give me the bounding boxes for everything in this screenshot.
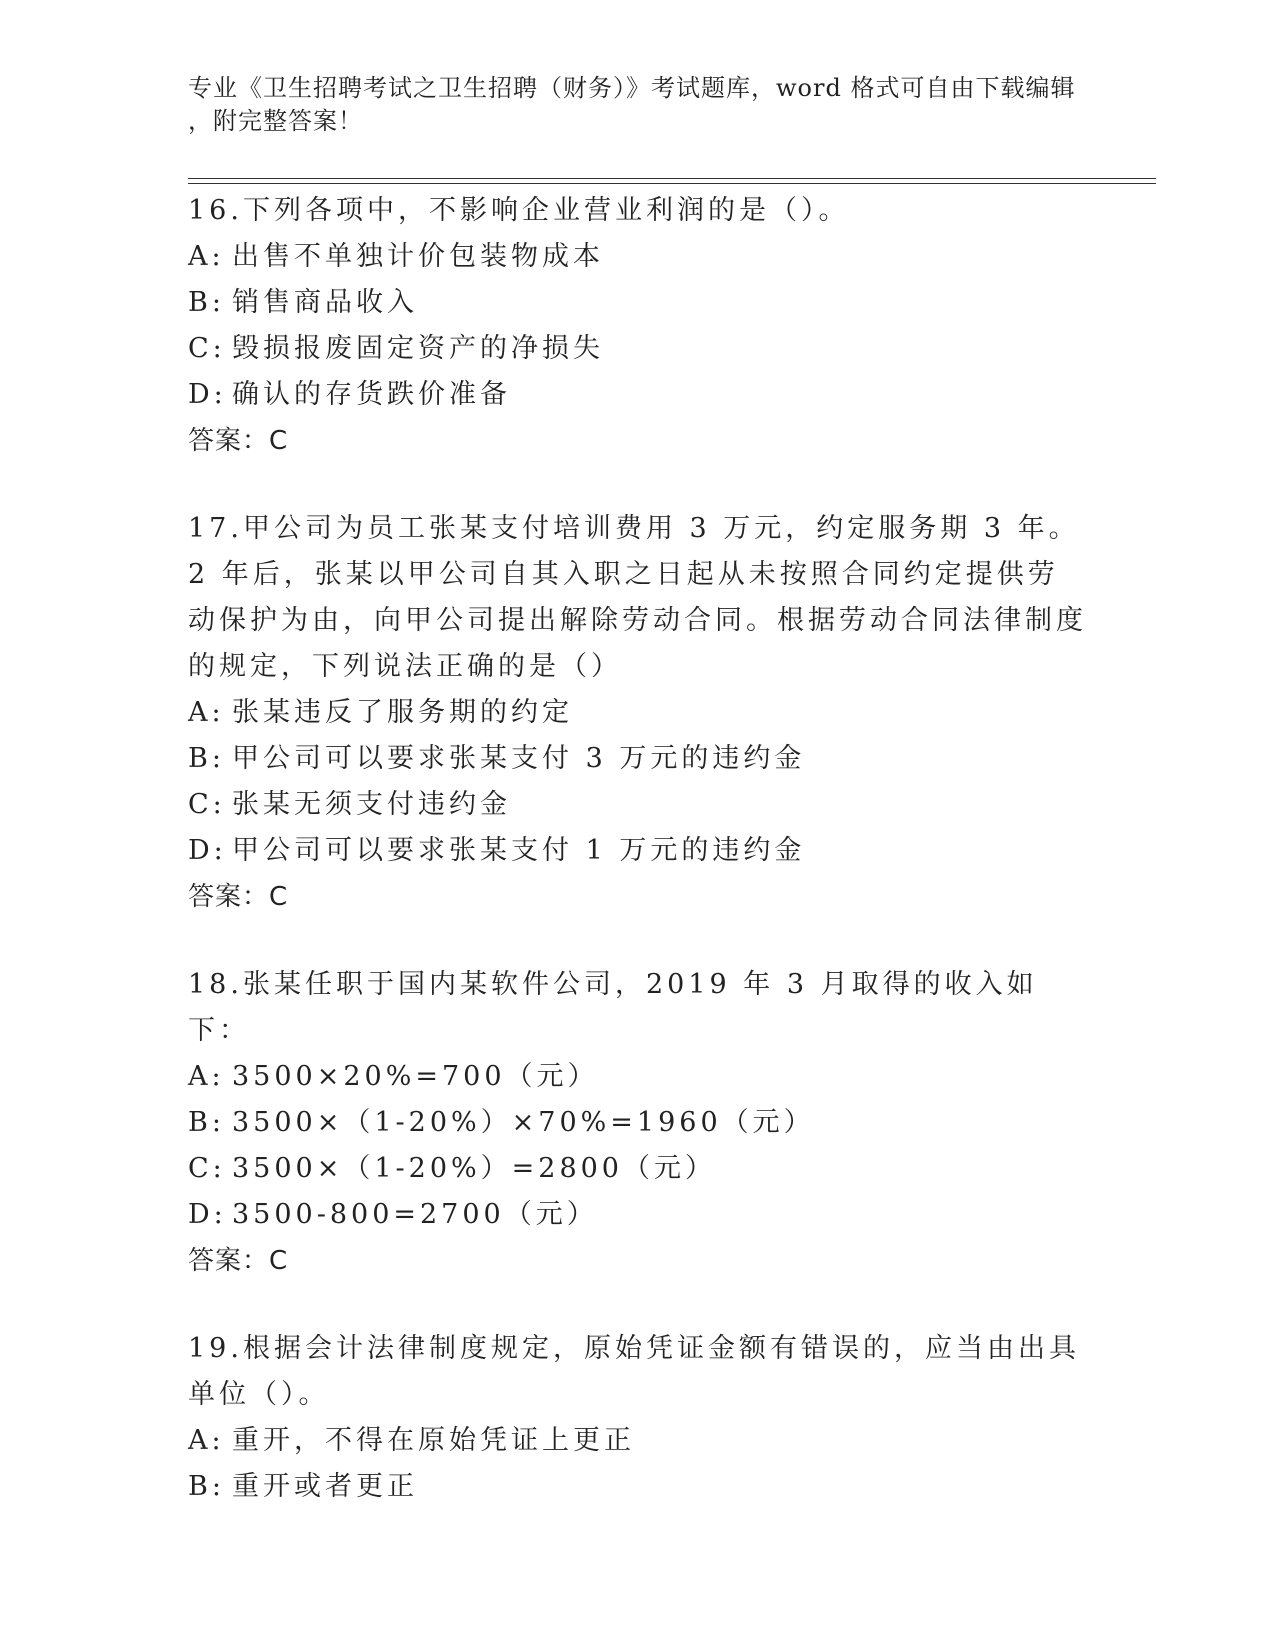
question-stem: 19.根据会计法律制度规定，原始凭证金额有错误的，应当由出具单位（）。 — [188, 1333, 1080, 1410]
option-letter: C: — [188, 333, 226, 364]
option-text: 甲公司可以要求张某支付 3 万元的违约金 — [232, 743, 806, 774]
option-text: 3500×（1-20%）×70%=1960（元） — [232, 1107, 815, 1138]
option-text: 张某无须支付违约金 — [232, 789, 511, 820]
option-letter: A: — [188, 1425, 225, 1456]
option-letter: B: — [188, 1107, 225, 1138]
option-text: 重开或者更正 — [232, 1471, 418, 1502]
option-letter: B: — [188, 1471, 225, 1502]
question-16 — [188, 188, 1088, 464]
option-d — [188, 1192, 1088, 1238]
question-list — [188, 188, 1088, 1552]
option-letter: A: — [188, 1061, 225, 1092]
option-text: 张某违反了服务期的约定 — [232, 697, 573, 728]
option-c — [188, 326, 1088, 372]
option-a — [188, 234, 1088, 280]
option-b — [188, 1100, 1088, 1146]
question-19 — [188, 1326, 1088, 1510]
option-text: 出售不单独计价包装物成本 — [232, 241, 604, 272]
option-a — [188, 690, 1088, 736]
answer-line: 答案：C — [188, 1246, 289, 1276]
option-letter: C: — [188, 789, 226, 820]
option-letter: B: — [188, 743, 225, 774]
answer-line: 答案：C — [188, 882, 289, 912]
option-text: 毁损报废固定资产的净损失 — [232, 333, 604, 364]
option-letter: A: — [188, 697, 225, 728]
option-a — [188, 1418, 1088, 1464]
header-divider-bottom — [188, 183, 1156, 184]
question-18 — [188, 962, 1088, 1284]
question-17 — [188, 506, 1088, 920]
option-c — [188, 782, 1088, 828]
option-b — [188, 736, 1088, 782]
option-letter: D: — [188, 1199, 227, 1230]
option-c — [188, 1146, 1088, 1192]
option-text: 3500-800=2700（元） — [232, 1199, 598, 1230]
option-text: 重开，不得在原始凭证上更正 — [232, 1425, 635, 1456]
question-stem: 17.甲公司为员工张某支付培训费用 3 万元，约定服务期 3 年。2 年后，张某以甲公司自其入职之日起从未按照合同约定提供劳动保护为由，向甲公司提出解除劳动合同。根据劳动合同法律制度的规定，下列说法正确的是（） — [188, 513, 1087, 682]
document-header — [188, 72, 1088, 138]
header-line-1: 专业《卫生招聘考试之卫生招聘（财务）》考试题库，word 格式可自由下载编辑 — [188, 74, 1076, 102]
option-text: 3500×20%=700（元） — [232, 1061, 599, 1092]
option-b — [188, 280, 1088, 326]
header-line-2: ，附完整答案！ — [188, 107, 363, 135]
option-text: 确认的存货跌价准备 — [232, 379, 511, 410]
question-stem: 16.下列各项中，不影响企业营业利润的是（）。 — [188, 195, 850, 226]
option-b — [188, 1464, 1088, 1510]
option-text: 3500×（1-20%）=2800（元） — [232, 1153, 716, 1184]
question-stem: 18.张某任职于国内某软件公司，2019 年 3 月取得的收入如下： — [188, 969, 1038, 1046]
option-d — [188, 828, 1088, 874]
answer-line: 答案：C — [188, 426, 289, 456]
option-d — [188, 372, 1088, 418]
option-text: 甲公司可以要求张某支付 1 万元的违约金 — [232, 835, 806, 866]
option-letter: D: — [188, 835, 227, 866]
header-divider-top — [188, 178, 1156, 179]
option-a — [188, 1054, 1088, 1100]
option-letter: A: — [188, 241, 225, 272]
option-letter: C: — [188, 1153, 226, 1184]
option-letter: B: — [188, 287, 225, 318]
option-text: 销售商品收入 — [232, 287, 418, 318]
option-letter: D: — [188, 379, 227, 410]
